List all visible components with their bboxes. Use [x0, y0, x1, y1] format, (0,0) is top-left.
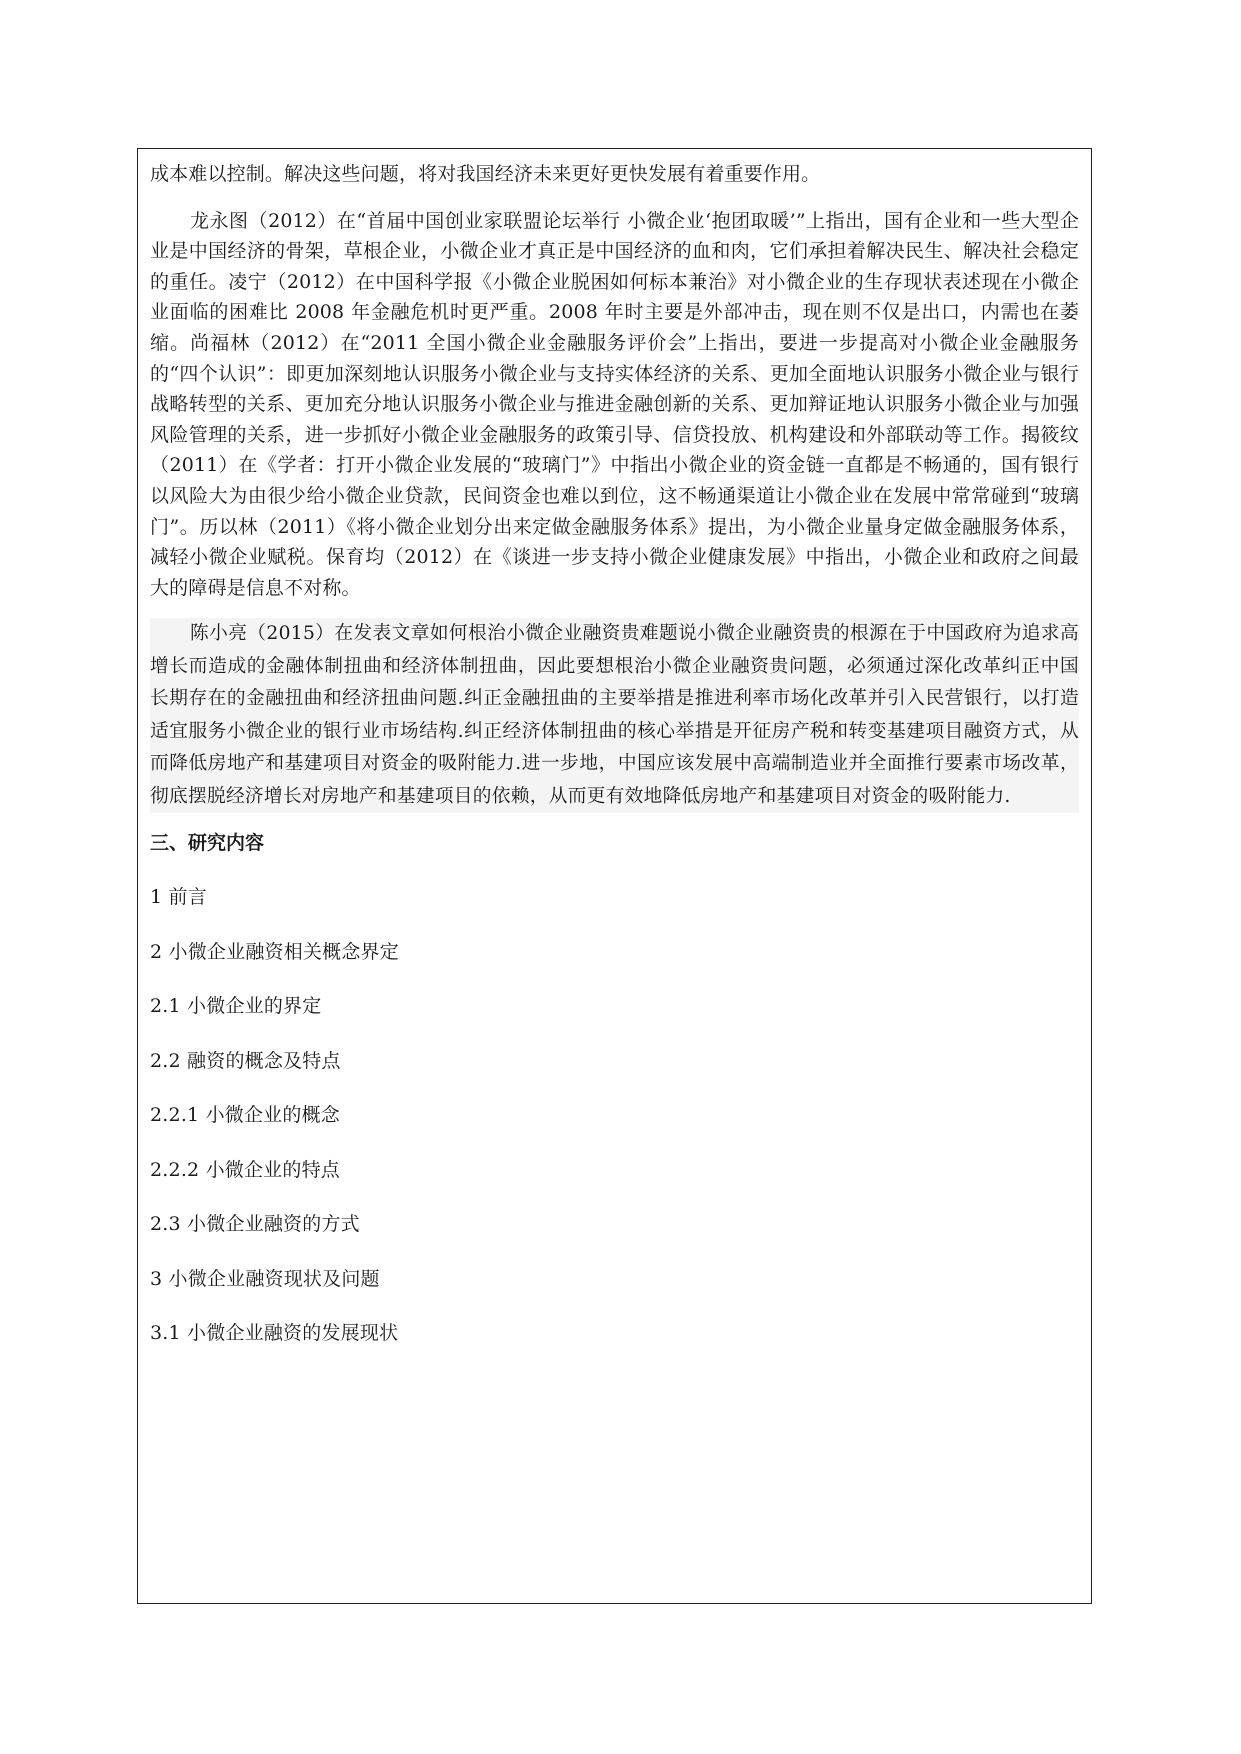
section-heading: 三、研究内容 — [150, 832, 265, 855]
document-frame — [137, 148, 1092, 1604]
outline-item: 3.1 小微企业融资的发展现状 — [150, 1322, 399, 1345]
outline-item: 2.1 小微企业的界定 — [150, 995, 322, 1018]
outline-item: 2.2.1 小微企业的概念 — [150, 1104, 340, 1127]
outline-item: 2 小微企业融资相关概念界定 — [150, 940, 399, 963]
paragraph-literature-review: 龙永图（2012）在“首届中国创业家联盟论坛举行 小微企业‘抱团取暖’”上指出，国有企业和一些大型企业是中国经济的骨架，草根企业，小微企业才真正是中国经济的血和肉，它们承担着解决民生、解决社会稳定的重任。凌宁（2012）在中国科学报《小微企业脱困如何标本兼治》对小微企业的生存现状表述现在小微企业面临的困难比 2008 年金融危机时更严重。2008 年时主要是外部冲击，现在则不仅是出口，内需也在萎缩。尚福林（2012）在“2011 全国小微企业金融服务评价会”上指出，要进一步提高对小微企业金融服务的“四个认识”：即更加深刻地认识服务小微企业与支持实体经济的关系、更加全面地认识服务小微企业与银行战略转型的关系、更加充分地认识服务小微企业与推进金融创新的关系、更加辩证地认识服务小微企业与加强风险管理的关系，进一步抓好小微企业金融服务的政策引导、信贷投放、机构建设和外部联动等工作。揭筱纹（2011）在《学者：打开小微企业发展的“玻璃门”》中指出小微企业的资金链一直都是不畅通的，国有银行以风险大为由很少给小微企业贷款，民间资金也难以到位，这不畅通渠道让小微企业在发展中常常碰到“玻璃门”。历以林（2011）《将小微企业划分出来定做金融服务体系》提出，为小微企业量身定做金融服务体系，减轻小微企业赋税。保育均（2012）在《谈进一步支持小微企业健康发展》中指出，小微企业和政府之间最大的障碍是信息不对称。 — [150, 209, 1079, 599]
paragraph-continuation: 成本难以控制。解决这些问题，将对我国经济未来更好更快发展有着重要作用。 — [150, 163, 821, 185]
paragraph-chen-xiaoliang: 陈小亮（2015）在发表文章如何根治小微企业融资贵难题说小微企业融资贵的根源在于中国政府为追求高增长而造成的金融体制扭曲和经济体制扭曲，因此要想根治小微企业融资贵问题，必须通过深化改革纠正中国长期存在的金融扭曲和经济扭曲问题.纠正金融扭曲的主要举措是推进利率市场化改革并引入民营银行，以打造适宜服务小微企业的银行业市场结构.纠正经济体制扭曲的核心举措是开征房产税和转变基建项目融资方式，从而降低房地产和基建项目对资金的吸附能力.进一步地，中国应该发展中高端制造业并全面推行要素市场改革，彻底摆脱经济增长对房地产和基建项目的依赖，从而更有效地降低房地产和基建项目对资金的吸附能力. — [150, 618, 1079, 813]
outline-item: 1 前言 — [150, 886, 207, 909]
outline-item: 2.2.2 小微企业的特点 — [150, 1158, 340, 1181]
outline-item: 3 小微企业融资现状及问题 — [150, 1267, 380, 1290]
outline-item: 2.2 融资的概念及特点 — [150, 1049, 341, 1072]
outline-item: 2.3 小微企业融资的方式 — [150, 1213, 360, 1236]
